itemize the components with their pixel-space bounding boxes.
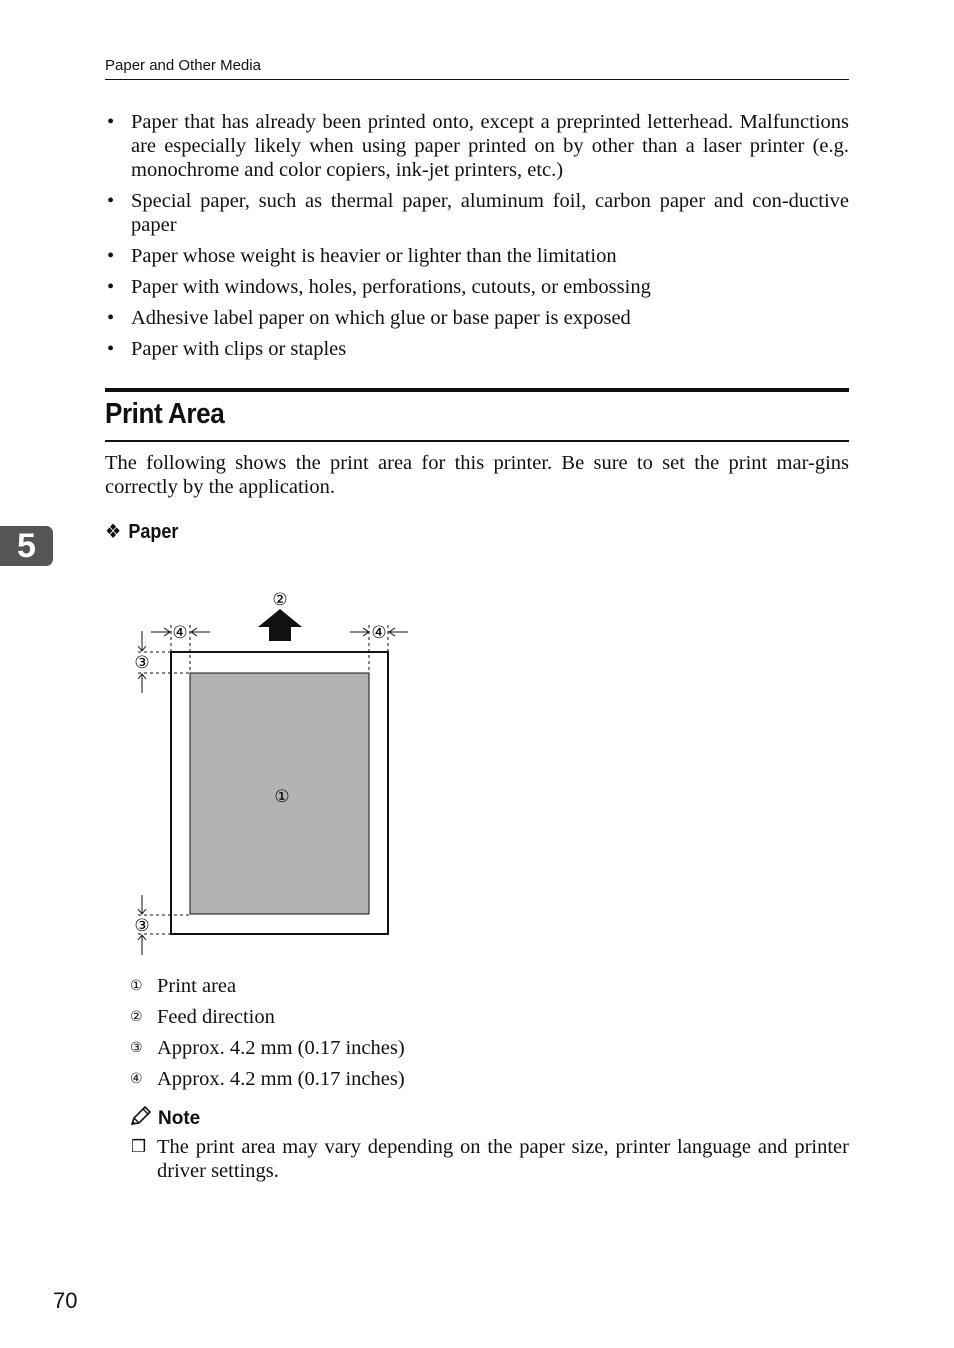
section-rule-top bbox=[105, 388, 849, 392]
list-item bbox=[105, 189, 849, 237]
bullet-dot: • bbox=[107, 276, 115, 298]
list-item-text: Paper with windows, holes, perforations, cutouts, or embossing bbox=[131, 276, 651, 298]
pencil-icon bbox=[130, 1106, 152, 1132]
feed-direction-arrow-icon bbox=[258, 609, 302, 641]
note-text: The print area may vary depending on the paper size, printer language and printer driver settings. bbox=[157, 1136, 849, 1182]
list-item-text: Paper that has already been printed onto, except a preprinted letterhead. Malfunctions are especially likely when using paper printed on by other than a laser printer (e.g. monochrome and color copiers, ink-jet printers, etc.) bbox=[131, 111, 849, 181]
bullet-dot: • bbox=[107, 245, 115, 267]
legend-number: ④ bbox=[130, 1071, 143, 1087]
diagram-label-2: ② bbox=[272, 590, 288, 610]
legend-text: Feed direction bbox=[157, 1006, 275, 1028]
chapter-tab: 5 bbox=[0, 526, 53, 566]
legend-item bbox=[128, 971, 405, 1002]
note-item bbox=[131, 1135, 849, 1183]
list-item-text: Adhesive label paper on which glue or base paper is exposed bbox=[131, 307, 631, 329]
bullet-dot: • bbox=[107, 190, 115, 212]
legend-text: Approx. 4.2 mm (0.17 inches) bbox=[157, 1037, 405, 1059]
bullet-dot: • bbox=[107, 111, 115, 133]
checkbox-icon: ❒ bbox=[131, 1137, 147, 1157]
running-head: Paper and Other Media bbox=[105, 57, 261, 74]
list-item bbox=[105, 306, 849, 330]
bullet-dot: • bbox=[107, 307, 115, 329]
legend-text: Approx. 4.2 mm (0.17 inches) bbox=[157, 1068, 405, 1090]
bullet-list bbox=[105, 110, 849, 368]
header-rule bbox=[105, 79, 849, 80]
diagram-label-4-right: ④ bbox=[371, 623, 387, 643]
legend-item bbox=[128, 1002, 405, 1033]
note-heading bbox=[130, 1106, 200, 1132]
diagram-label-4-left: ④ bbox=[172, 623, 188, 643]
list-item-text: Paper whose weight is heavier or lighter than the limitation bbox=[131, 245, 617, 267]
section-title: Print Area bbox=[105, 398, 225, 430]
list-item bbox=[105, 337, 849, 361]
list-item bbox=[105, 275, 849, 299]
legend-number: ② bbox=[130, 1009, 143, 1025]
section-rule-bottom bbox=[105, 440, 849, 442]
bullet-dot: • bbox=[107, 338, 115, 360]
legend-number: ③ bbox=[130, 1040, 143, 1056]
sub-heading bbox=[105, 519, 178, 544]
legend-item bbox=[128, 1064, 405, 1095]
legend-number: ① bbox=[130, 978, 143, 994]
diagram-label-3-bottom: ③ bbox=[134, 916, 150, 936]
diamond-icon: ❖ bbox=[105, 521, 122, 543]
list-item-text: Special paper, such as thermal paper, aluminum foil, carbon paper and con-ductive paper bbox=[131, 190, 849, 236]
print-area-diagram bbox=[120, 585, 420, 957]
note-list bbox=[131, 1135, 849, 1183]
section-intro: The following shows the print area for this printer. Be sure to set the print mar-gins correctly by the application. bbox=[105, 452, 849, 498]
page-number: 70 bbox=[53, 1288, 78, 1313]
list-item bbox=[105, 110, 849, 182]
list-item bbox=[105, 244, 849, 268]
list-item-text: Paper with clips or staples bbox=[131, 338, 347, 360]
legend-item bbox=[128, 1033, 405, 1064]
legend-text: Print area bbox=[157, 975, 237, 997]
diagram-label-1: ① bbox=[274, 787, 290, 807]
diagram-label-3-top: ③ bbox=[134, 653, 150, 673]
diagram-legend bbox=[128, 971, 405, 1095]
note-title: Note bbox=[158, 1108, 201, 1129]
sub-heading-label: Paper bbox=[128, 521, 179, 543]
